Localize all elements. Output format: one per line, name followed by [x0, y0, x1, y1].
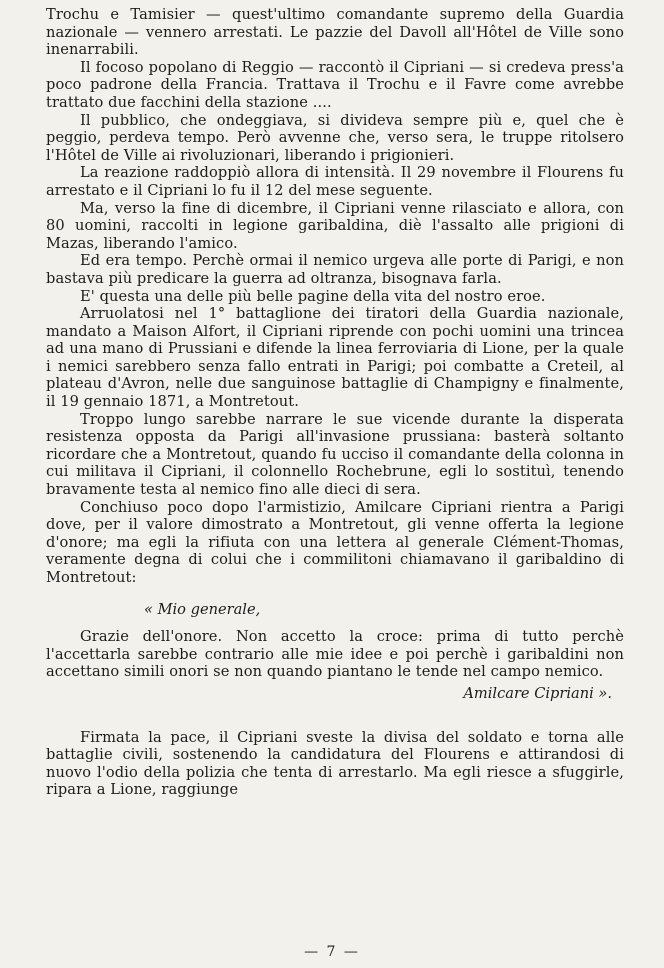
letter-body: Grazie dell'onore. Non accetto la croce: prima di tutto perchè l'accettarla sarebbe contrario alle mie idee e poi perchè i garibaldini non accettano simili onori se non quando piantano le tende nel campo nemico. [46, 628, 624, 681]
paragraph-6: Ed era tempo. Perchè ormai il nemico urgeva alle porte di Parigi, e non bastava più predicare la guerra ad oltranza, bisognava farla. [46, 252, 624, 287]
paragraph-3: Il pubblico, che ondeggiava, si divideva sempre più e, quel che è peggio, perdeva tempo. Però avvenne che, verso sera, le truppe ritolsero l'Hôtel de Ville ai rivoluzionari, liberando i prigionieri. [46, 111, 624, 164]
paragraph-9: Troppo lungo sarebbe narrare le sue vicende durante la disperata resistenza opposta da Parigi all'invasione prussiana: basterà soltanto ricordare che a Montretout, quando fu ucciso il comandante della colonna in cui militava il Cipriani, il colonnello Rochebrune, egli lo sostituì, tenendo bravamente testa al nemico fino alle dieci di sera. [46, 410, 624, 499]
page-number: — 7 — [304, 944, 360, 960]
closing-paragraph: Firmata la pace, il Cipriani sveste la divisa del soldato e torna alle battaglie civili, sostenendo la candidatura del Flourens e attirandosi di nuovo l'odio della polizia che tenta di arrestarlo. Ma egli riesce a sfuggirle, ripara a Lione, raggiunge [46, 728, 624, 799]
paragraph-10: Conchiuso poco dopo l'armistizio, Amilcare Cipriani rientra a Parigi dove, per il valore dimostrato a Montretout, gli venne offerta la legione d'onore; ma egli la rifiuta con una lettera al generale Clément-Thomas, veramente degna di colui che i commilitoni chiamavano il garibaldino di Montretout: [46, 498, 624, 586]
section-gap [46, 703, 624, 729]
paragraph-8: Arruolatosi nel 1° battaglione dei tiratori della Guardia nazionale, mandato a Maison Alfort, il Cipriani riprende con pochi uomini una trincea ad una mano di Prussiani e difende la linea ferroviaria di Lione, per la quale i nemici sarebbero senza fallo entrati in Parigi; poi combatte a Creteil, al plateau d'Avron, nelle due sanguinose battaglie di Champigny e finalmente, il 19 gennaio 1871, a Montretout. [46, 305, 624, 411]
letter-salutation: « Mio generale, [144, 600, 261, 618]
paragraph-5: Ma, verso la fine di dicembre, il Cipriani venne rilasciato e allora, con 80 uomini, raccolti in legione garibaldina, diè l'assalto alle prigioni di Mazas, liberando l'amico. [46, 199, 624, 252]
paragraph-4: La reazione raddoppiò allora di intensità. Il 29 novembre il Flourens fu arrestato e il Cipriani lo fu il 12 del mese seguente. [46, 164, 624, 199]
paragraph-7: E' questa una delle più belle pagine della vita del nostro eroe. [80, 287, 546, 305]
letter-signature: Amilcare Cipriani ». [463, 684, 612, 702]
paragraph-1: Trochu e Tamisier — quest'ultimo comandante supremo della Guardia nazionale — vennero arrestati. Le pazzie del Davoll all'Hôtel de Ville sono inenarrabili. [46, 6, 624, 59]
paragraph-2: Il focoso popolano di Reggio — raccontò il Cipriani — si credeva press'a poco padrone della Francia. Trattava il Trochu e il Favre come avrebbe trattato due facchini della stazione .... [46, 58, 624, 111]
